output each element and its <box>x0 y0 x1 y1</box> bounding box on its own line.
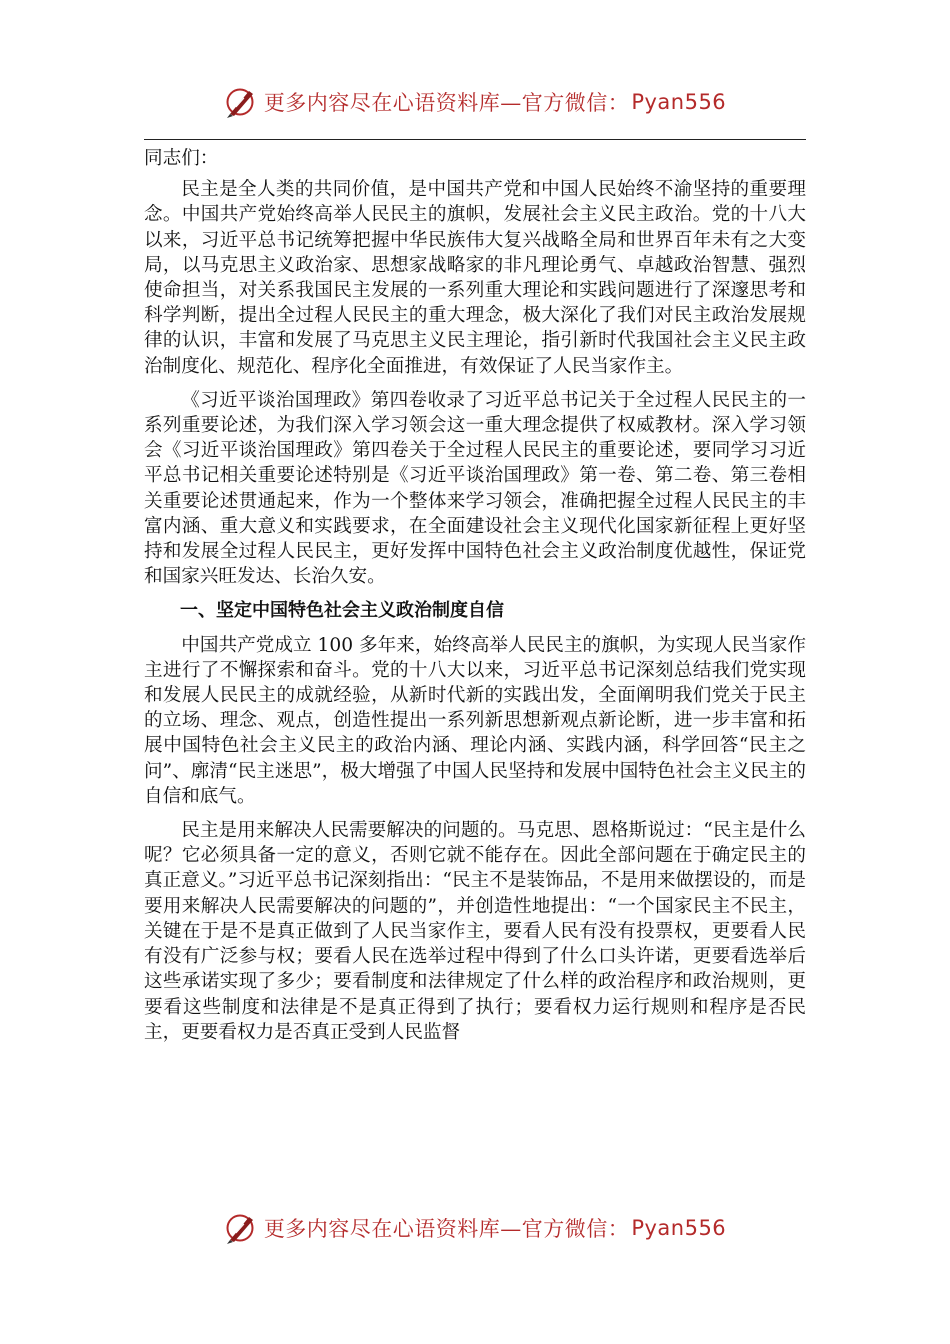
header-watermark <box>0 82 950 122</box>
watermark-wechat-id: Pyan556 <box>631 90 727 114</box>
footer-watermark <box>0 1208 950 1248</box>
quill-pen-logo-icon <box>224 1211 258 1245</box>
paragraph: 《习近平谈治国理政》第四卷收录了习近平总书记关于全过程人民民主的一系列重要论述，为我们深入学习领会这一重大理念提供了权威教材。深入学习领会《习近平谈治国理政》第四卷关于全过程人民民主的重要论述，要同学习习近平总书记相关重要论述特别是《习近平谈治国理政》第一卷、第二卷、第三卷相关重要论述贯通起来，作为一个整体来学习领会，准确把握全过程人民民主的丰富内涵、重大意义和实践要求，在全面建设社会主义现代化国家新征程上更好坚持和发展全过程人民民主，更好发挥中国特色社会主义政治制度优越性，保证党和国家兴旺发达、长治久安。 <box>144 389 806 588</box>
header-divider <box>144 139 806 140</box>
paragraph: 民主是用来解决人民需要解决的问题的。马克思、恩格斯说过：“民主是什么呢？它必须具备一定的意义，否则它就不能存在。因此全部问题在于确定民主的真正意义。”习近平总书记深刻指出：“民主不是装饰品，不是用来做摆设的，而是要用来解决人民需要解决的问题的”，并创造性地提出：“一个国家民主不民主，关键在于是不是真正做到了人民当家作主，要看人民有没有投票权，更要看人民有没有广泛参与权；要看人民在选举过程中得到了什么口头许诺，更要看选举后这些承诺实现了多少；要看制度和法律规定了什么样的政治程序和政治规则，更要看这些制度和法律是不是真正得到了执行；要看权力运行规则和程序是否民主，更要看权力是否真正受到人民监督 <box>144 820 806 1043</box>
quill-pen-logo-icon <box>224 85 258 119</box>
salutation: 同志们： <box>144 148 219 169</box>
document-body <box>144 146 806 1054</box>
watermark-wechat-id: Pyan556 <box>631 1216 727 1240</box>
paragraph: 中国共产党成立 100 多年来，始终高举人民民主的旗帜，为实现人民当家作主进行了不懈探索和奋斗。党的十八大以来，习近平总书记深刻总结我们党实现和发展人民民主的成就经验，从新时代新的实践出发，全面阐明我们党关于民主的立场、理念、观点，创造性提出一系列新思想新观点新论断，进一步丰富和拓展中国特色社会主义民主的政治内涵、理论内涵、实践内涵，科学回答“民主之问”、廓清“民主迷思”，极大增强了中国人民坚持和发展中国特色社会主义民主的自信和底气。 <box>144 634 806 807</box>
paragraph: 民主是全人类的共同价值，是中国共产党和中国人民始终不渝坚持的重要理念。中国共产党始终高举人民民主的旗帜，发展社会主义民主政治。党的十八大以来，习近平总书记统筹把握中华民族伟大复兴战略全局和世界百年未有之大变局，以马克思主义政治家、思想家战略家的非凡理论勇气、卓越政治智慧、强烈使命担当，对关系我国民主发展的一系列重大理论和实践问题进行了深邃思考和科学判断，提出全过程人民民主的重大理念，极大深化了我们对民主政治发展规律的认识，丰富和发展了马克思主义民主理论，指引新时代我国社会主义民主政治制度化、规范化、程序化全面推进，有效保证了人民当家作主。 <box>144 179 806 377</box>
section-heading: 一、坚定中国特色社会主义政治制度自信 <box>180 600 504 622</box>
watermark-text: 更多内容尽在心语资料库—官方微信： <box>263 91 630 115</box>
watermark-text: 更多内容尽在心语资料库—官方微信： <box>263 1217 630 1241</box>
